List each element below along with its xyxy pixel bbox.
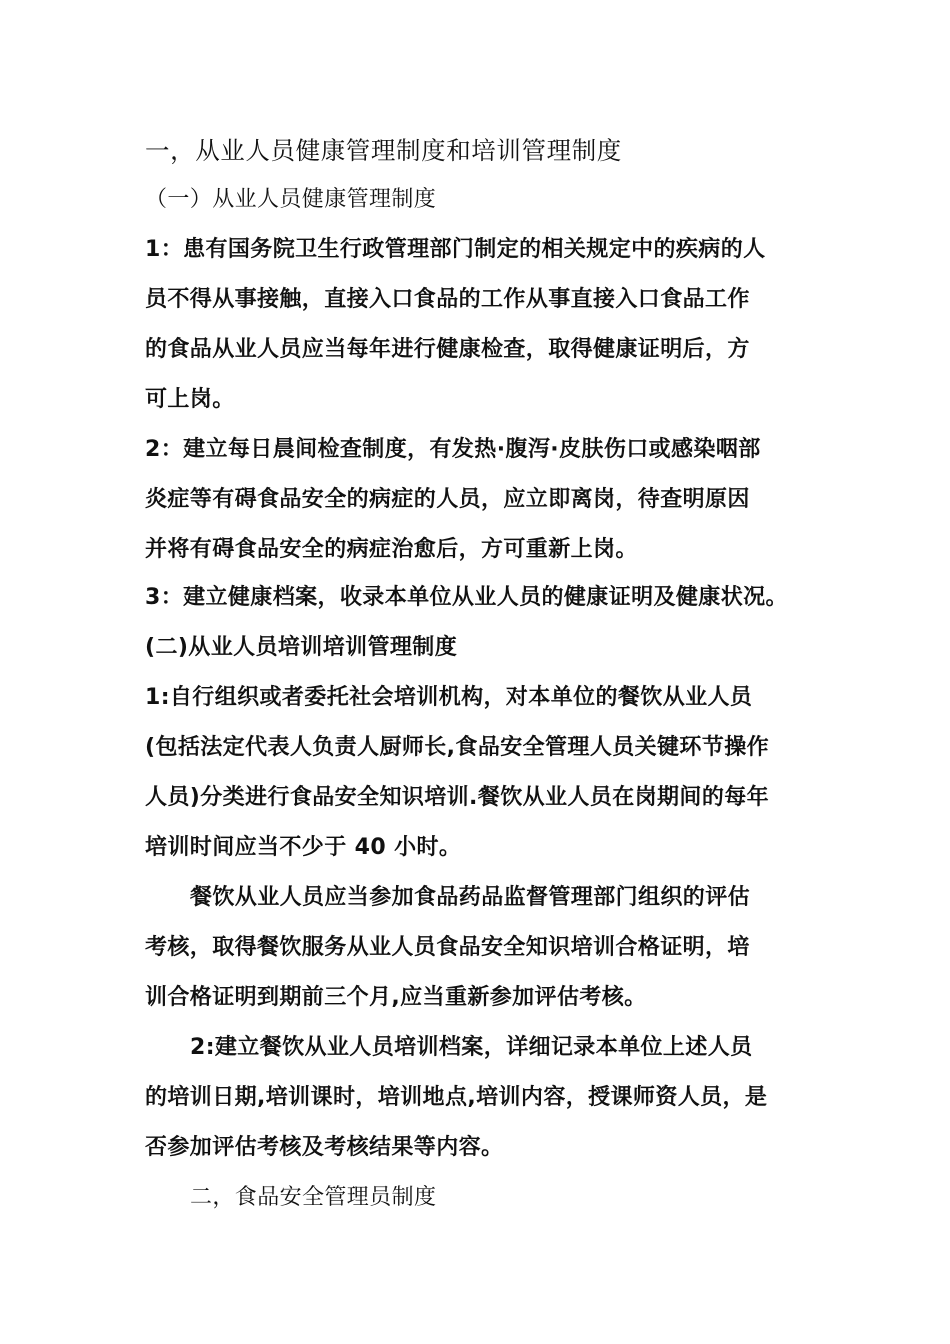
paragraph-line: 2:建立餐饮从业人员培训档案，详细记录本单位上述人员 (190, 1035, 753, 1060)
paragraph-line: 的食品从业人员应当每年进行健康检查，取得健康证明后，方 (145, 337, 750, 362)
paragraph-line: 培训时间应当不少于 40 小时。 (145, 835, 462, 860)
paragraph-line: 餐饮从业人员应当参加食品药品监督管理部门组织的评估 (190, 885, 751, 910)
paragraph-line: 1:自行组织或者委托社会培训机构，对本单位的餐饮从业人员 (145, 685, 753, 710)
paragraph-line: 3：建立健康档案，收录本单位从业人员的健康证明及健康状况。 (145, 585, 788, 610)
paragraph-line: 可上岗。 (145, 387, 235, 412)
paragraph-line: 员不得从事接触，直接入口食品的工作从事直接入口食品工作 (145, 287, 750, 312)
document-title: 一，从业人员健康管理制度和培训管理制度 (145, 136, 622, 165)
paragraph-line: 否参加评估考核及考核结果等内容。 (145, 1135, 504, 1160)
section-heading-2: (二)从业人员培训培训管理制度 (145, 635, 458, 660)
paragraph-line: (包括法定代表人负责人厨师长,食品安全管理人员关键环节操作 (145, 735, 770, 760)
section-heading-1: （一）从业人员健康管理制度 (145, 187, 437, 212)
paragraph-line: 并将有碍食品安全的病症治愈后，方可重新上岗。 (145, 537, 638, 562)
paragraph-line: 考核，取得餐饮服务从业人员食品安全知识培训合格证明，培 (145, 935, 750, 960)
paragraph-line: 炎症等有碍食品安全的病症的人员，应立即离岗，待查明原因 (145, 487, 750, 512)
paragraph-line: 训合格证明到期前三个月,应当重新参加评估考核。 (145, 985, 647, 1010)
paragraph-line: 人员)分类进行食品安全知识培训.餐饮从业人员在岗期间的每年 (145, 785, 770, 810)
paragraph-line: 2：建立每日晨间检查制度，有发热·腹泻·皮肤伤口或感染咽部 (145, 437, 761, 462)
paragraph-line: 的培训日期,培训课时，培训地点,培训内容，授课师资人员，是 (145, 1085, 768, 1110)
section-heading-next: 二，食品安全管理员制度 (190, 1185, 437, 1210)
paragraph-line: 1：患有国务院卫生行政管理部门制定的相关规定中的疾病的人 (145, 237, 766, 262)
